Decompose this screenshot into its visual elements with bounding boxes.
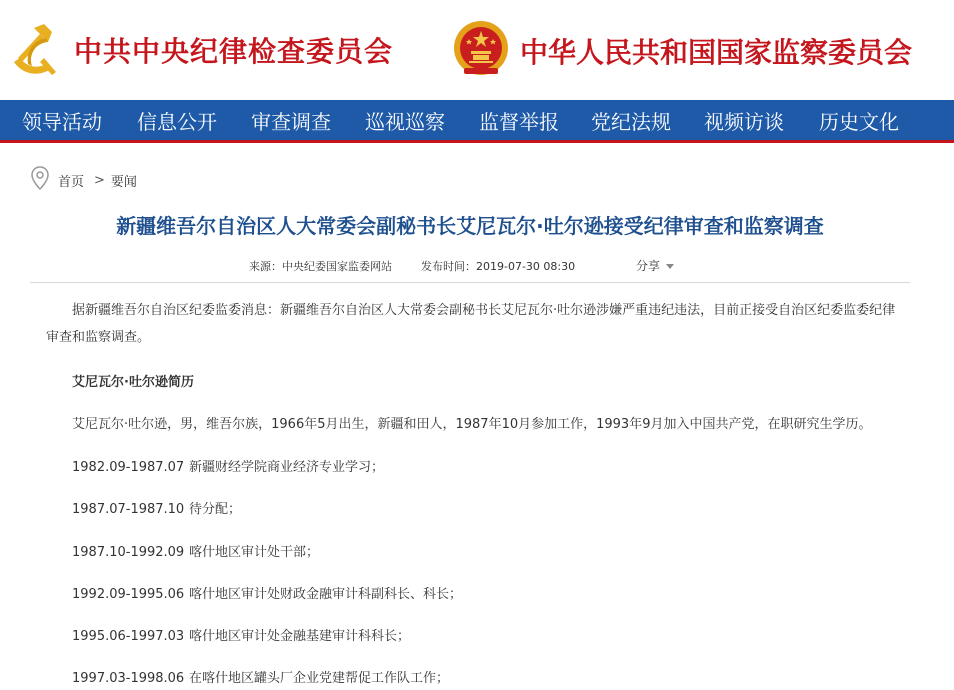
article-lead-paragraph: 据新疆维吾尔自治区纪委监委消息：新疆维吾尔自治区人大常委会副秘书长艾尼瓦尔·吐尔逊涉嫌严重违纪违法，目前正接受自治区纪委监委纪律审查和监察调查。 [46,303,896,345]
resume-period: 1992.09-1995.06 [72,587,185,602]
chevron-down-icon [666,264,674,269]
resume-desc: 喀什地区审计处干部； [189,545,320,560]
ccdi-title: 中共中央纪律检查委员会 [74,35,394,68]
ccdi-brand[interactable] [4,18,393,82]
resume-row [72,667,449,686]
nav-item-leadership[interactable]: 领导活动 [22,109,102,134]
resume-row [72,541,319,560]
nav-item-info[interactable]: 信息公开 [137,109,217,134]
resume-period: 1982.09-1987.07 [72,460,185,475]
resume-row [72,456,384,475]
nav-item-video[interactable]: 视频访谈 [704,109,784,134]
resume-desc: 喀什地区审计处金融基建审计科科长； [189,629,411,644]
title-divider [30,282,910,283]
article-title: 新疆维吾尔自治区人大常委会副秘书长艾尼瓦尔·吐尔逊接受纪律审查和监察调查 [116,214,824,238]
resume-period: 1997.03-1998.06 [72,671,185,686]
breadcrumb-current[interactable]: 要闻 [110,174,137,190]
share-button[interactable] [636,257,674,274]
nav-item-report[interactable]: 监督举报 [479,109,559,134]
nsc-title: 中华人民共和国国家监察委员会 [520,36,913,69]
resume-row [72,625,410,644]
resume-desc: 在喀什地区罐头厂企业党建帮促工作队工作； [189,671,450,686]
location-pin-icon [30,166,50,194]
resume-desc: 待分配； [189,502,242,517]
breadcrumb-home[interactable]: 首页 [58,174,85,190]
article-publish-time: 发布时间：2019-07-30 08:30 [421,260,576,273]
breadcrumb-separator: > [94,172,105,188]
article-source: 来源：中央纪委国家监委网站 [249,260,392,273]
resume-period: 1987.07-1987.10 [72,502,185,517]
party-emblem-icon [4,18,64,82]
nav-item-inspection[interactable]: 巡视巡察 [365,109,445,134]
main-nav [0,100,954,143]
resume-desc: 喀什地区审计处财政金融审计科副科长、科长； [189,587,463,602]
resume-period: 1987.10-1992.09 [72,545,185,560]
nav-item-regulations[interactable]: 党纪法规 [591,109,671,134]
nav-item-investigation[interactable]: 审查调查 [251,109,331,134]
bio-heading: 艾尼瓦尔·吐尔逊简历 [72,375,194,390]
resume-row [72,498,241,517]
share-label: 分享 [636,259,661,273]
bio-summary: 艾尼瓦尔·吐尔逊，男，维吾尔族，1966年5月出生，新疆和田人，1987年10月参加工作，1993年9月加入中国共产党，在职研究生学历。 [72,417,872,432]
site-header [0,0,954,100]
nsc-brand[interactable] [450,18,912,84]
national-emblem-icon [450,18,512,84]
resume-desc: 新疆财经学院商业经济专业学习； [189,460,385,475]
breadcrumb [30,166,137,194]
resume-row [72,583,462,602]
nav-item-history[interactable]: 历史文化 [819,109,899,134]
resume-period: 1995.06-1997.03 [72,629,185,644]
